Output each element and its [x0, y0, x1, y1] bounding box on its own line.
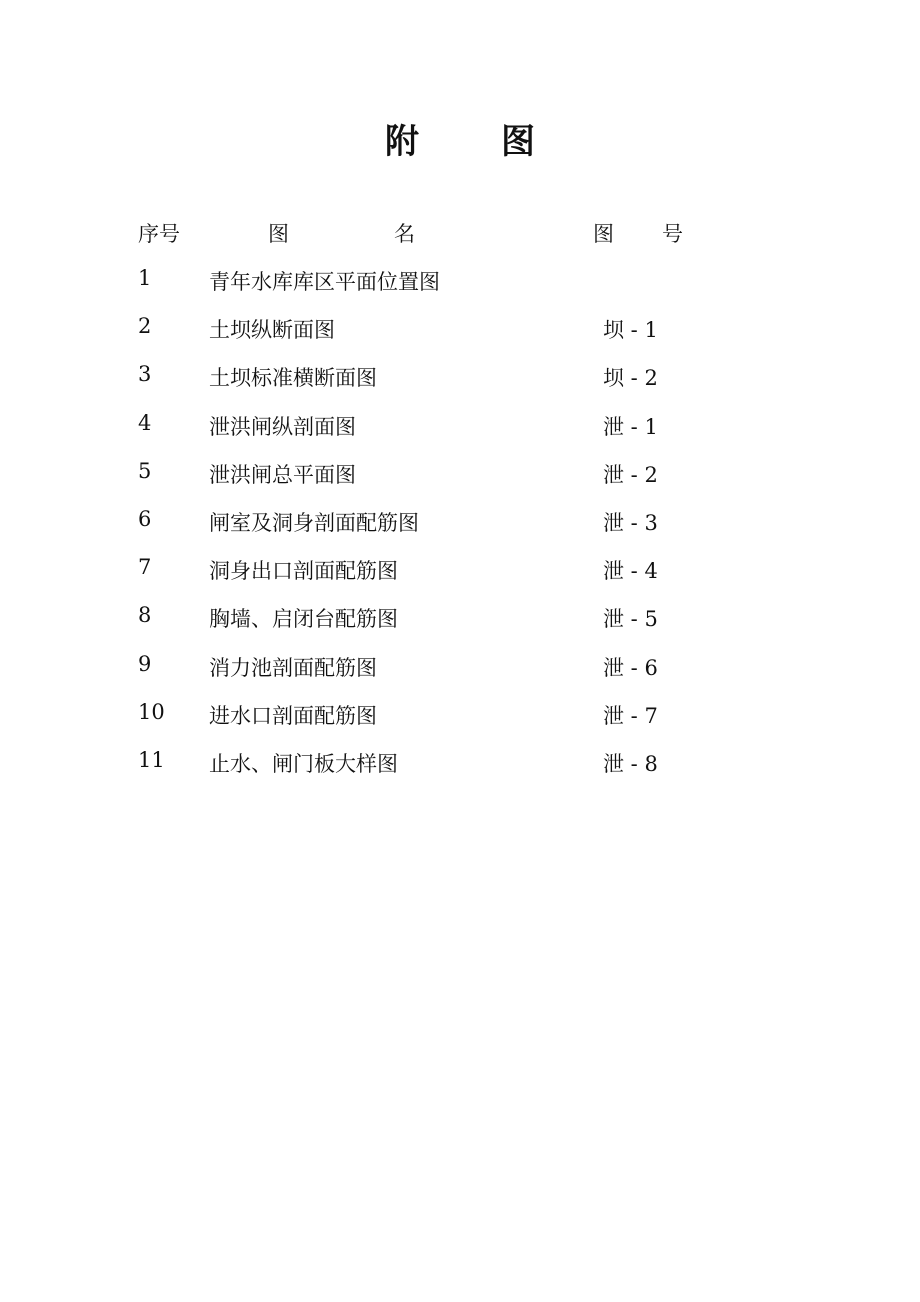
item-number: 11 — [138, 747, 165, 772]
item-name: 胸墙、启闭台配筋图 — [209, 607, 398, 632]
list-item — [0, 555, 920, 603]
item-number: 9 — [138, 651, 152, 676]
page-title — [0, 114, 920, 163]
item-code: 泄 - 6 — [603, 655, 658, 680]
item-code: 泄 - 4 — [603, 559, 658, 584]
item-name: 进水口剖面配筋图 — [209, 703, 377, 728]
item-number: 7 — [138, 555, 152, 580]
list-item — [0, 652, 920, 700]
list-item — [0, 459, 920, 507]
list-item — [0, 507, 920, 555]
item-name: 洞身出口剖面配筋图 — [209, 559, 398, 584]
item-code: 泄 - 1 — [603, 414, 658, 439]
list-item — [0, 362, 920, 410]
drawing-list — [0, 266, 920, 796]
item-number: 3 — [138, 362, 152, 387]
item-name: 闸室及洞身剖面配筋图 — [209, 510, 419, 535]
header-name-char-2: 名 — [394, 222, 415, 246]
item-number: 5 — [138, 458, 152, 483]
header-code-char-1: 图 — [593, 222, 614, 246]
item-number: 2 — [138, 314, 152, 339]
item-name: 消力池剖面配筋图 — [209, 655, 377, 680]
item-number: 10 — [138, 699, 165, 724]
item-code: 泄 - 3 — [603, 510, 658, 535]
item-number: 8 — [138, 603, 152, 628]
item-code: 泄 - 5 — [603, 607, 658, 632]
header-name-char-1: 图 — [268, 222, 289, 246]
item-number: 4 — [138, 410, 152, 435]
item-name: 土坝纵断面图 — [209, 318, 335, 343]
item-number: 6 — [138, 506, 152, 531]
table-header — [0, 218, 920, 248]
item-code: 坝 - 2 — [603, 366, 658, 391]
item-name: 泄洪闸总平面图 — [209, 462, 356, 487]
list-item — [0, 603, 920, 651]
item-code: 坝 - 1 — [603, 318, 658, 343]
list-item — [0, 266, 920, 314]
list-item — [0, 314, 920, 362]
item-code: 泄 - 7 — [603, 703, 658, 728]
list-item — [0, 748, 920, 796]
title-char-1: 附 — [385, 122, 419, 162]
item-name: 止水、闸门板大样图 — [209, 751, 398, 776]
item-name: 土坝标准横断面图 — [209, 366, 377, 391]
item-code: 泄 - 8 — [603, 751, 658, 776]
item-name: 泄洪闸纵剖面图 — [209, 414, 356, 439]
list-item — [0, 411, 920, 459]
header-seq: 序号 — [138, 222, 180, 246]
header-code-char-2: 号 — [662, 222, 683, 246]
item-name: 青年水库库区平面位置图 — [209, 270, 440, 294]
item-code: 泄 - 2 — [603, 462, 658, 487]
title-char-2: 图 — [501, 122, 535, 162]
list-item — [0, 700, 920, 748]
item-number: 1 — [138, 266, 152, 290]
